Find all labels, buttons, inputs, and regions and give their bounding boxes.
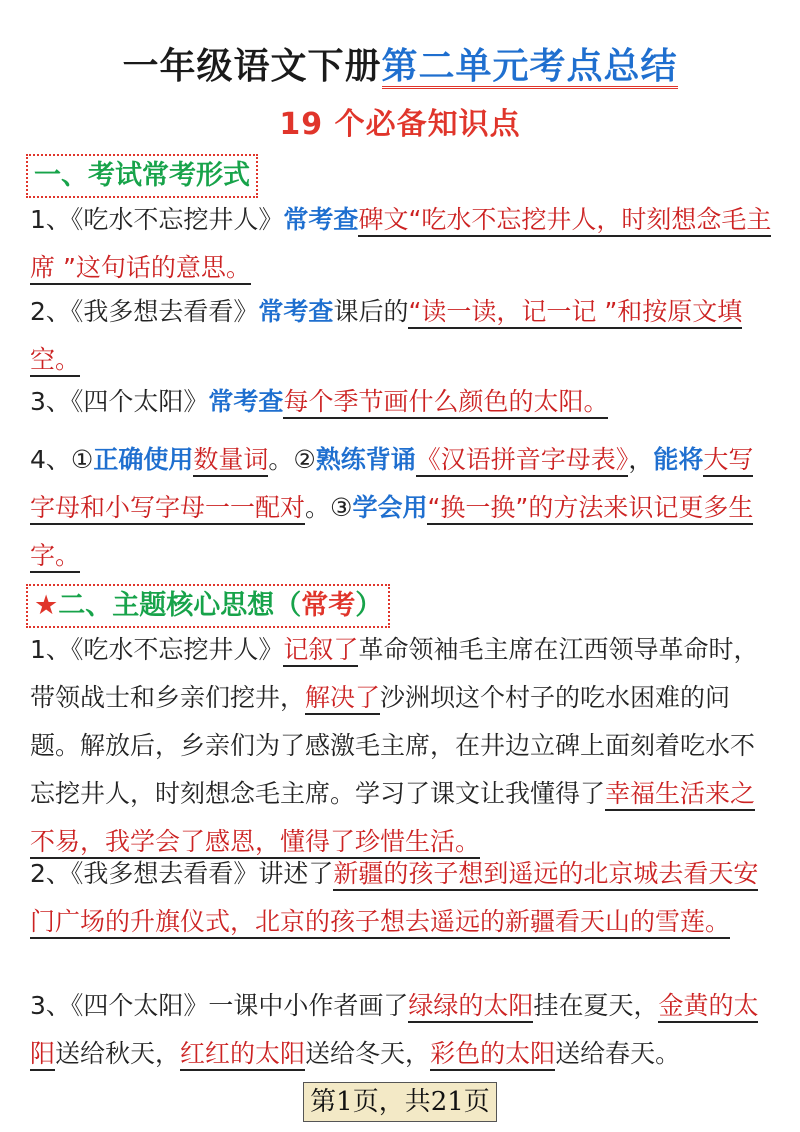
page-number: 第1页，共21页 [303,1082,497,1122]
s2i1-text2: 沙洲坝这个村子的吃水困难的问题。解放后，乡亲们为了感激毛主席，在井边立碑上面刻着吃水不忘挖井人，时刻想念毛主席。学习了课文让我懂得了 [30,683,756,808]
section2-heading-main: 二、主题核心思想（ [58,590,302,621]
star-icon: ★ [34,590,59,621]
s2i3-hl1: 绿绿的太阳 [408,991,533,1023]
s2i3-text2: 送给秋天， [55,1039,181,1068]
s2i2-hl: 新疆的孩子想到遥远的北京城去看天安门广场的升旗仪式，北京的孩子想去遥远的新疆看天山的雪莲。 [30,859,758,939]
section2-item2 [30,850,775,946]
s2i3-lead: 3、《四个太阳》一课中小作者画了 [30,991,409,1020]
s2i3-text1: 挂在夏天， [533,991,659,1020]
s1i2-mid: 课后的 [333,297,409,326]
s1i1-keyword: 常考查 [283,205,359,234]
s1i4-sep2: ， [628,445,654,474]
s1i4-keyword1: 正确使用 [93,445,194,474]
s2i3-hl4: 彩色的太阳 [430,1039,555,1071]
s1i4-answer2: 《汉语拼音字母表》 [416,445,629,477]
s1i2-lead: 2、《我多想去看看》 [30,297,259,326]
s1i3-lead: 3、《四个太阳》 [30,387,209,416]
title-part2: 第二单元考点总结 [381,46,678,87]
section1-heading: 一、考试常考形式 [26,154,258,198]
s1i4-keyword3: 能将 [653,445,704,474]
section1-item4 [30,436,775,580]
s2i3-text3: 送给冬天， [305,1039,431,1068]
section2-item3 [30,982,775,1078]
s1i2-keyword: 常考查 [258,297,334,326]
s2i1-lead: 1、《吃水不忘挖井人》 [30,635,284,664]
s2i3-hl2: 金黄的太阳 [30,991,758,1071]
page-title [0,40,800,94]
s2i1-hl1: 记叙了 [283,635,358,667]
s2i3-hl3: 红红的太阳 [180,1039,305,1071]
s1i4-answer1: 数量词 [193,445,268,477]
s1i4-sep3: 。③ [305,493,353,522]
s1i4-sep1: 。② [268,445,316,474]
s1i4-answer4: “换一换”的方法来识记更多生字。 [30,493,753,573]
s2i2-lead: 2、《我多想去看看》讲述了 [30,859,334,888]
s2i1-hl2: 解决了 [305,683,380,715]
section1-item2 [30,288,775,384]
s2i3-text4: 送给春天。 [555,1039,681,1068]
s1i4-keyword4: 学会用 [352,493,428,522]
s1i2-answer: “读一读，记一记 ”和按原文填空。 [30,297,742,377]
s1i4-answer3: 大写字母和小写字母一一配对 [30,445,753,525]
s1i1-answer: 碑文“吃水不忘挖井人，时刻想念毛主席 ”这句话的意思。 [30,205,771,285]
section2-heading [26,584,390,628]
s1i4-lead: 4、① [30,445,94,474]
s2i1-text1: 革命领袖毛主席在江西领导革命时，带领战士和乡亲们挖井， [30,635,759,712]
section1-item1 [30,196,775,292]
page-subtitle: 19 个必备知识点 [279,107,521,142]
s1i3-keyword: 常考查 [208,387,284,416]
section1-item3 [30,378,775,426]
s1i1-lead: 1、《吃水不忘挖井人》 [30,205,284,234]
section2-heading-tag: 常考 [301,590,356,621]
page-footer [0,1082,800,1122]
section2-item1 [30,626,775,866]
s2i1-hl3: 幸福生活来之不易，我学会了感恩，懂得了珍惜生活。 [30,779,755,859]
s1i4-keyword2: 熟练背诵 [315,445,416,474]
section2-heading-close: ） [355,590,383,621]
s1i3-answer: 每个季节画什么颜色的太阳。 [283,387,608,419]
title-part1: 一年级语文下册 [122,46,382,87]
